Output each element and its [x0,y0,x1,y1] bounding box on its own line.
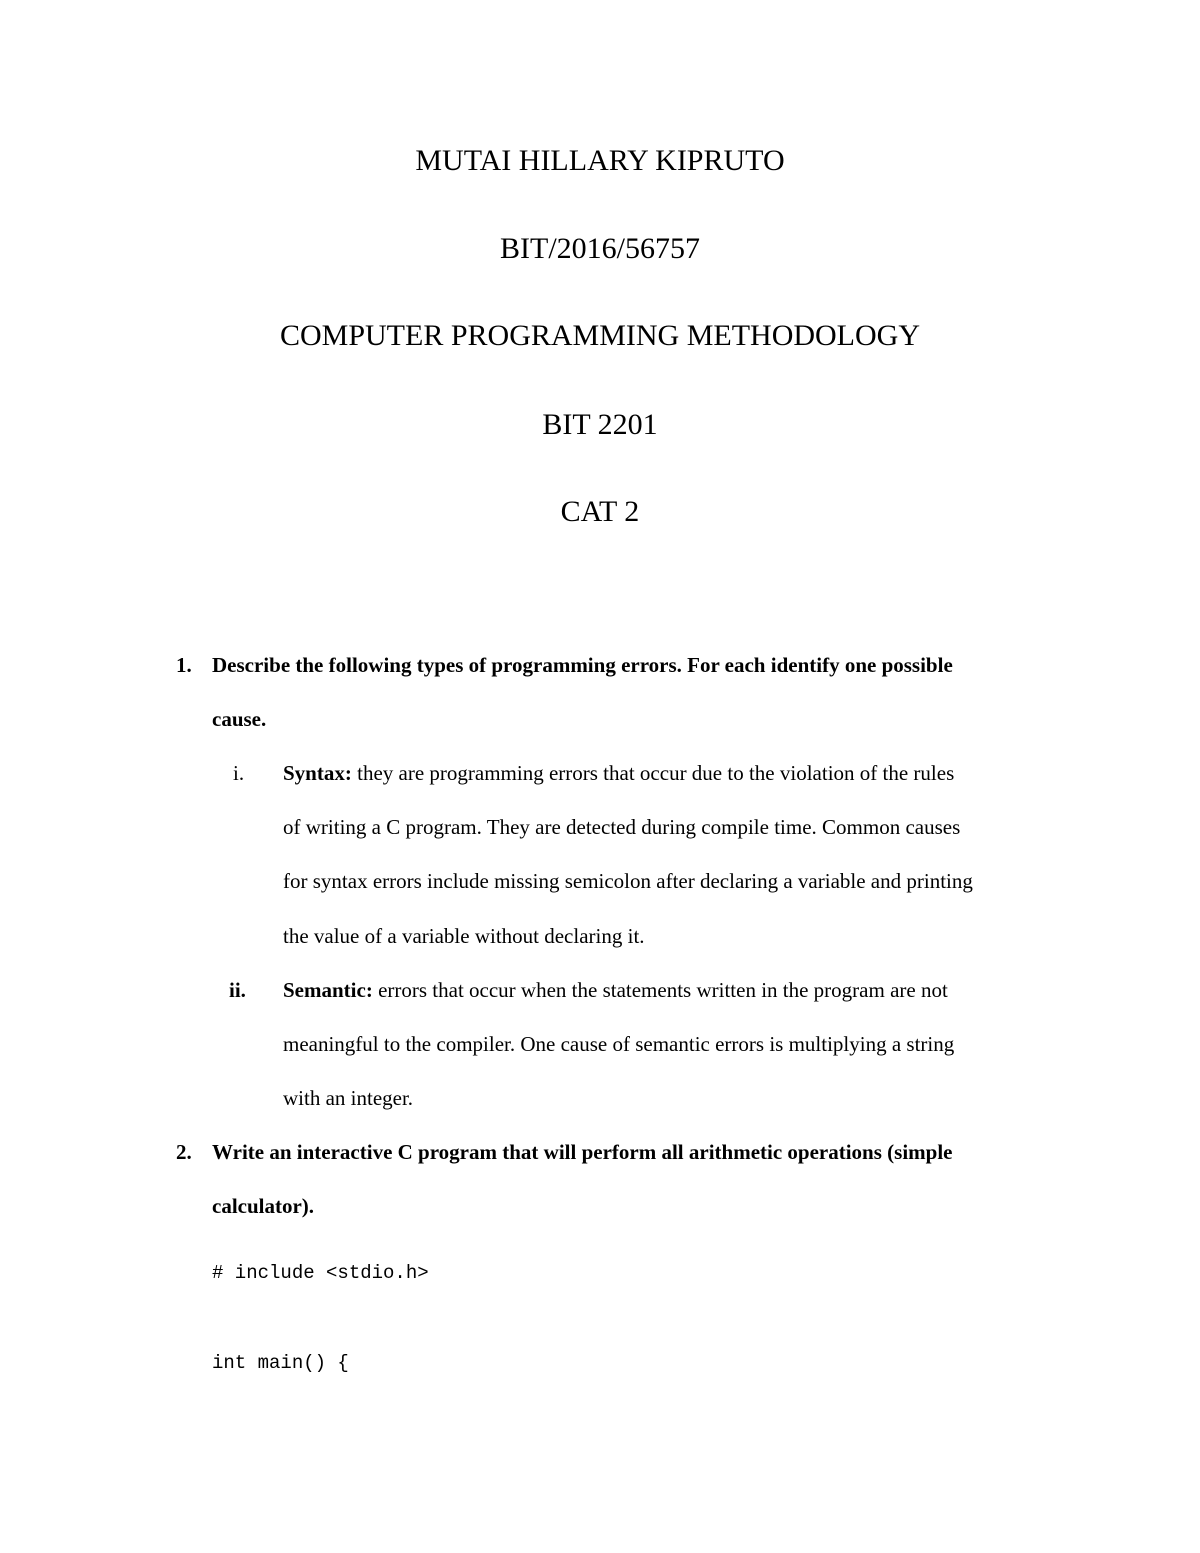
student-name: MUTAI HILLARY KIPRUTO [415,144,785,177]
answer-line: of writing a C program. They are detected during compile time. Common causes [283,815,961,839]
answer-line: meaningful to the compiler. One cause of semantic errors is multiplying a string [283,1032,955,1056]
question-text-line: calculator). [212,1194,315,1218]
answer-line [283,759,954,787]
question-number: 2. [176,1140,192,1164]
answer-line: with an integer. [283,1086,414,1110]
answer-line [283,976,948,1004]
list-numeral: ii. [229,978,246,1002]
course-code: BIT 2201 [542,408,658,441]
code-line: # include <stdio.h> [212,1262,429,1284]
course-title: COMPUTER PROGRAMMING METHODOLOGY [279,319,921,352]
list-numeral: i. [233,761,245,785]
question-text-line: Describe the following types of programming errors. For each identify one possible [212,653,953,677]
answer-term: Semantic: [283,978,373,1002]
answer-text: errors that occur when the statements written in the program are not [378,978,948,1002]
question-number: 1. [176,653,192,677]
answer-line: for syntax errors include missing semicolon after declaring a variable and printing [283,869,973,893]
question-text-line: cause. [212,707,267,731]
answer-term: Syntax: [283,761,352,785]
registration-number: BIT/2016/56757 [500,232,700,265]
code-line: int main() { [212,1352,349,1374]
answer-text: they are programming errors that occur due to the violation of the rules [357,761,955,785]
answer-line: the value of a variable without declaring it. [283,924,645,948]
assessment-title: CAT 2 [560,495,640,528]
question-text-line: Write an interactive C program that will perform all arithmetic operations (simple [212,1140,953,1164]
